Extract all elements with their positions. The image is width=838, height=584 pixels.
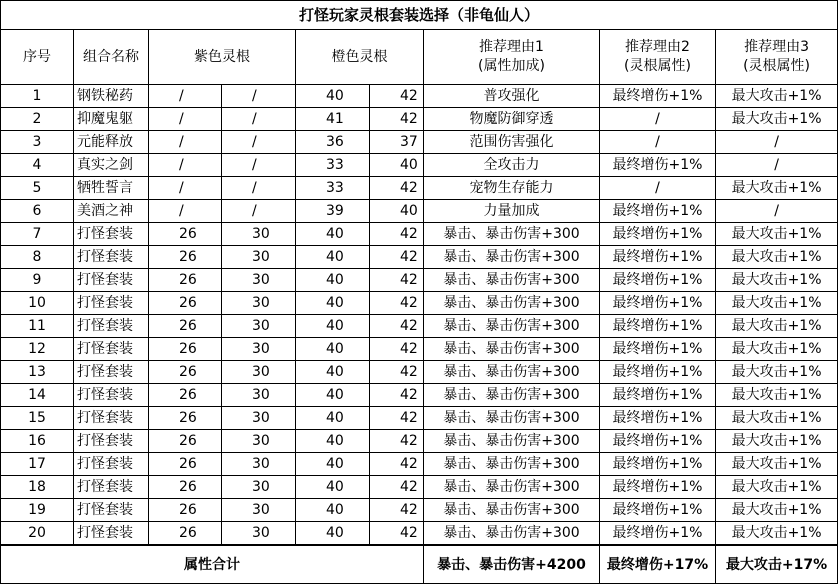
cell-purple-1[interactable]: 26 (149, 338, 222, 361)
cell-orange-1[interactable]: 40 (296, 315, 370, 338)
cell-reason3[interactable]: 最大攻击+1% (716, 315, 838, 338)
cell-name[interactable]: 打怪套装 (74, 292, 149, 315)
cell-index[interactable]: 4 (1, 154, 74, 177)
cell-reason1[interactable]: 暴击、暴击伤害+300 (424, 223, 600, 246)
cell-index[interactable]: 16 (1, 430, 74, 453)
cell-reason2[interactable]: 最终增伤+1% (600, 384, 716, 407)
cell-purple-1[interactable]: 26 (149, 292, 222, 315)
cell-purple-1[interactable]: 26 (149, 476, 222, 499)
table-row (1, 223, 838, 246)
header-reason1-line2: (属性加成) (478, 58, 545, 74)
cell-name[interactable]: 美酒之神 (74, 200, 149, 223)
cell-reason1[interactable]: 暴击、暴击伤害+300 (424, 384, 600, 407)
cell-purple-1[interactable]: 26 (149, 430, 222, 453)
cell-reason2[interactable]: / (600, 177, 716, 200)
cell-reason1[interactable]: 暴击、暴击伤害+300 (424, 315, 600, 338)
cell-orange-2[interactable]: 42 (370, 108, 424, 131)
cell-reason1[interactable]: 暴击、暴击伤害+300 (424, 292, 600, 315)
table-row (1, 200, 838, 223)
cell-orange-2[interactable]: 42 (370, 246, 424, 269)
cell-purple-2[interactable]: 30 (222, 407, 296, 430)
cell-reason3[interactable]: 最大攻击+1% (716, 361, 838, 384)
cell-index[interactable]: 13 (1, 361, 74, 384)
cell-reason3[interactable]: / (716, 200, 838, 223)
cell-orange-2[interactable]: 40 (370, 200, 424, 223)
cell-name[interactable]: 打怪套装 (74, 338, 149, 361)
cell-purple-2[interactable]: / (222, 200, 296, 223)
cell-purple-2[interactable]: 30 (222, 453, 296, 476)
cell-reason1[interactable]: 暴击、暴击伤害+300 (424, 522, 600, 546)
table-row (1, 338, 838, 361)
cell-purple-1[interactable]: 26 (149, 384, 222, 407)
cell-purple-1[interactable]: 26 (149, 315, 222, 338)
cell-reason3[interactable]: 最大攻击+1% (716, 453, 838, 476)
cell-reason2[interactable]: 最终增伤+1% (600, 407, 716, 430)
cell-purple-1[interactable]: / (149, 85, 222, 108)
header-index[interactable]: 序号 (1, 30, 74, 85)
cell-orange-1[interactable]: 40 (296, 292, 370, 315)
cell-orange-1[interactable]: 40 (296, 522, 370, 546)
cell-purple-1[interactable]: 26 (149, 269, 222, 292)
cell-orange-2[interactable]: 42 (370, 476, 424, 499)
cell-purple-2[interactable]: 30 (222, 246, 296, 269)
cell-orange-2[interactable]: 42 (370, 269, 424, 292)
cell-reason2[interactable]: 最终增伤+1% (600, 430, 716, 453)
cell-orange-1[interactable]: 40 (296, 453, 370, 476)
cell-reason3[interactable]: 最大攻击+1% (716, 476, 838, 499)
cell-reason2[interactable]: 最终增伤+1% (600, 223, 716, 246)
cell-reason2[interactable]: 最终增伤+1% (600, 200, 716, 223)
cell-purple-2[interactable]: / (222, 131, 296, 154)
cell-index[interactable]: 18 (1, 476, 74, 499)
cell-reason3[interactable]: 最大攻击+1% (716, 338, 838, 361)
table-row (1, 246, 838, 269)
cell-index[interactable]: 12 (1, 338, 74, 361)
cell-orange-2[interactable]: 42 (370, 522, 424, 546)
cell-name[interactable]: 元能释放 (74, 131, 149, 154)
cell-orange-1[interactable]: 40 (296, 384, 370, 407)
table-row (1, 522, 838, 546)
cell-index[interactable]: 19 (1, 499, 74, 522)
cell-index[interactable]: 14 (1, 384, 74, 407)
cell-reason3[interactable]: 最大攻击+1% (716, 85, 838, 108)
cell-index[interactable]: 15 (1, 407, 74, 430)
table-row (1, 361, 838, 384)
total-reason3[interactable]: 最大攻击+17% (716, 545, 838, 584)
cell-reason2[interactable]: 最终增伤+1% (600, 522, 716, 546)
cell-index[interactable]: 7 (1, 223, 74, 246)
header-reason3-line2: (灵根属性) (743, 58, 811, 74)
cell-name[interactable]: 打怪套装 (74, 476, 149, 499)
cell-orange-2[interactable]: 40 (370, 154, 424, 177)
cell-purple-1[interactable]: 26 (149, 407, 222, 430)
cell-purple-1[interactable]: / (149, 108, 222, 131)
cell-orange-1[interactable]: 33 (296, 177, 370, 200)
cell-purple-2[interactable]: 30 (222, 269, 296, 292)
cell-reason3[interactable]: / (716, 131, 838, 154)
cell-name[interactable]: 打怪套装 (74, 384, 149, 407)
total-reason2[interactable]: 最终增伤+17% (600, 545, 716, 584)
cell-orange-2[interactable]: 42 (370, 223, 424, 246)
cell-purple-1[interactable]: 26 (149, 499, 222, 522)
table-row (1, 430, 838, 453)
cell-reason1[interactable]: 普攻强化 (424, 85, 600, 108)
cell-reason1[interactable]: 全攻击力 (424, 154, 600, 177)
cell-purple-1[interactable]: 26 (149, 246, 222, 269)
cell-reason1[interactable]: 暴击、暴击伤害+300 (424, 453, 600, 476)
cell-name[interactable]: 真实之剑 (74, 154, 149, 177)
table-row (1, 85, 838, 108)
cell-purple-2[interactable]: 30 (222, 476, 296, 499)
cell-reason2[interactable]: 最终增伤+1% (600, 453, 716, 476)
cell-purple-1[interactable]: 26 (149, 223, 222, 246)
cell-purple-2[interactable]: 30 (222, 499, 296, 522)
table-row (1, 131, 838, 154)
cell-orange-1[interactable]: 36 (296, 131, 370, 154)
cell-orange-2[interactable]: 42 (370, 361, 424, 384)
cell-reason1[interactable]: 暴击、暴击伤害+300 (424, 269, 600, 292)
cell-purple-2[interactable]: 30 (222, 338, 296, 361)
cell-reason1[interactable]: 宠物生存能力 (424, 177, 600, 200)
cell-reason3[interactable]: 最大攻击+1% (716, 499, 838, 522)
cell-name[interactable]: 钢铁秘药 (74, 85, 149, 108)
cell-orange-2[interactable]: 42 (370, 338, 424, 361)
cell-orange-1[interactable]: 40 (296, 338, 370, 361)
cell-reason1[interactable]: 暴击、暴击伤害+300 (424, 246, 600, 269)
cell-reason3[interactable]: 最大攻击+1% (716, 407, 838, 430)
total-row (1, 545, 838, 584)
table-row (1, 476, 838, 499)
cell-reason2[interactable]: 最终增伤+1% (600, 154, 716, 177)
cell-name[interactable]: 牺牲誓言 (74, 177, 149, 200)
header-name[interactable]: 组合名称 (74, 30, 149, 85)
header-orange[interactable]: 橙色灵根 (296, 30, 424, 85)
cell-reason3[interactable]: 最大攻击+1% (716, 384, 838, 407)
cell-orange-2[interactable]: 42 (370, 315, 424, 338)
cell-purple-1[interactable]: / (149, 154, 222, 177)
cell-reason3[interactable]: 最大攻击+1% (716, 108, 838, 131)
cell-orange-1[interactable]: 40 (296, 269, 370, 292)
cell-name[interactable]: 打怪套装 (74, 246, 149, 269)
cell-reason3[interactable]: 最大攻击+1% (716, 177, 838, 200)
table-row (1, 177, 838, 200)
cell-reason1[interactable]: 暴击、暴击伤害+300 (424, 407, 600, 430)
cell-purple-1[interactable]: / (149, 177, 222, 200)
table-row (1, 269, 838, 292)
cell-purple-2[interactable]: 30 (222, 522, 296, 546)
header-reason2-line2: (灵根属性) (624, 58, 691, 74)
cell-orange-2[interactable]: 42 (370, 177, 424, 200)
cell-orange-2[interactable]: 42 (370, 407, 424, 430)
cell-reason1[interactable]: 暴击、暴击伤害+300 (424, 476, 600, 499)
cell-orange-2[interactable]: 42 (370, 499, 424, 522)
cell-reason3[interactable]: 最大攻击+1% (716, 223, 838, 246)
cell-purple-2[interactable]: / (222, 177, 296, 200)
cell-index[interactable]: 3 (1, 131, 74, 154)
table-row (1, 407, 838, 430)
cell-purple-2[interactable]: 30 (222, 315, 296, 338)
cell-reason2[interactable]: / (600, 131, 716, 154)
cell-index[interactable]: 11 (1, 315, 74, 338)
cell-reason2[interactable]: 最终增伤+1% (600, 338, 716, 361)
cell-reason3[interactable]: 最大攻击+1% (716, 246, 838, 269)
cell-orange-1[interactable]: 40 (296, 407, 370, 430)
cell-purple-2[interactable]: 30 (222, 292, 296, 315)
header-row (1, 30, 838, 85)
header-reason3[interactable] (716, 30, 838, 85)
cell-index[interactable]: 9 (1, 269, 74, 292)
table-row (1, 453, 838, 476)
cell-index[interactable]: 10 (1, 292, 74, 315)
total-reason1[interactable]: 暴击、暴击伤害+4200 (424, 545, 600, 584)
cell-purple-2[interactable]: 30 (222, 361, 296, 384)
cell-orange-1[interactable]: 40 (296, 430, 370, 453)
cell-reason2[interactable]: 最终增伤+1% (600, 476, 716, 499)
cell-orange-1[interactable]: 40 (296, 476, 370, 499)
cell-name[interactable]: 打怪套装 (74, 499, 149, 522)
cell-purple-1[interactable]: 26 (149, 361, 222, 384)
cell-reason2[interactable]: 最终增伤+1% (600, 292, 716, 315)
sheet-title[interactable]: 打怪玩家灵根套装选择（非龟仙人） (1, 1, 838, 30)
table-row (1, 315, 838, 338)
cell-orange-1[interactable]: 40 (296, 246, 370, 269)
table-row (1, 499, 838, 522)
cell-index[interactable]: 17 (1, 453, 74, 476)
cell-reason3[interactable]: 最大攻击+1% (716, 269, 838, 292)
table-row (1, 108, 838, 131)
table-row (1, 154, 838, 177)
cell-index[interactable]: 2 (1, 108, 74, 131)
header-reason2-line1: 推荐理由2 (625, 39, 690, 55)
cell-orange-1[interactable]: 40 (296, 499, 370, 522)
total-label[interactable]: 属性合计 (1, 545, 424, 584)
cell-name[interactable]: 打怪套装 (74, 522, 149, 546)
cell-reason1[interactable]: 暴击、暴击伤害+300 (424, 499, 600, 522)
cell-orange-2[interactable]: 37 (370, 131, 424, 154)
cell-reason2[interactable]: 最终增伤+1% (600, 361, 716, 384)
cell-orange-2[interactable]: 42 (370, 430, 424, 453)
table-row (1, 384, 838, 407)
cell-name[interactable]: 抑魔鬼躯 (74, 108, 149, 131)
cell-orange-1[interactable]: 40 (296, 223, 370, 246)
cell-reason2[interactable]: 最终增伤+1% (600, 246, 716, 269)
cell-reason1[interactable]: 物魔防御穿透 (424, 108, 600, 131)
header-reason3-line1: 推荐理由3 (744, 39, 810, 55)
header-reason2[interactable] (600, 30, 716, 85)
cell-orange-1[interactable]: 33 (296, 154, 370, 177)
cell-index[interactable]: 8 (1, 246, 74, 269)
cell-orange-2[interactable]: 42 (370, 384, 424, 407)
cell-name[interactable]: 打怪套装 (74, 453, 149, 476)
cell-index[interactable]: 20 (1, 522, 74, 546)
cell-reason1[interactable]: 暴击、暴击伤害+300 (424, 361, 600, 384)
cell-name[interactable]: 打怪套装 (74, 430, 149, 453)
cell-reason2[interactable]: / (600, 108, 716, 131)
cell-orange-1[interactable]: 39 (296, 200, 370, 223)
cell-orange-1[interactable]: 40 (296, 361, 370, 384)
cell-name[interactable]: 打怪套装 (74, 315, 149, 338)
cell-reason3[interactable]: 最大攻击+1% (716, 292, 838, 315)
cell-reason2[interactable]: 最终增伤+1% (600, 315, 716, 338)
cell-index[interactable]: 6 (1, 200, 74, 223)
cell-reason3[interactable]: / (716, 154, 838, 177)
cell-reason3[interactable]: 最大攻击+1% (716, 522, 838, 546)
cell-index[interactable]: 5 (1, 177, 74, 200)
header-purple[interactable]: 紫色灵根 (149, 30, 296, 85)
cell-index[interactable]: 1 (1, 85, 74, 108)
cell-reason1[interactable]: 暴击、暴击伤害+300 (424, 338, 600, 361)
cell-purple-2[interactable]: 30 (222, 223, 296, 246)
cell-name[interactable]: 打怪套装 (74, 407, 149, 430)
cell-reason3[interactable]: 最大攻击+1% (716, 430, 838, 453)
cell-purple-2[interactable]: / (222, 154, 296, 177)
cell-name[interactable]: 打怪套装 (74, 361, 149, 384)
header-reason1[interactable] (424, 30, 600, 85)
table-row (1, 292, 838, 315)
cell-reason2[interactable]: 最终增伤+1% (600, 499, 716, 522)
cell-purple-1[interactable]: 26 (149, 453, 222, 476)
cell-reason1[interactable]: 暴击、暴击伤害+300 (424, 430, 600, 453)
cell-reason2[interactable]: 最终增伤+1% (600, 85, 716, 108)
cell-orange-2[interactable]: 42 (370, 292, 424, 315)
cell-orange-1[interactable]: 41 (296, 108, 370, 131)
cell-purple-1[interactable]: / (149, 200, 222, 223)
cell-purple-2[interactable]: / (222, 108, 296, 131)
cell-purple-2[interactable]: 30 (222, 384, 296, 407)
cell-reason2[interactable]: 最终增伤+1% (600, 269, 716, 292)
cell-reason1[interactable]: 力量加成 (424, 200, 600, 223)
cell-reason1[interactable]: 范围伤害强化 (424, 131, 600, 154)
title-row (1, 1, 838, 30)
cell-purple-2[interactable]: 30 (222, 430, 296, 453)
cell-orange-2[interactable]: 42 (370, 453, 424, 476)
cell-name[interactable]: 打怪套装 (74, 269, 149, 292)
header-reason1-line1: 推荐理由1 (479, 39, 544, 55)
cell-name[interactable]: 打怪套装 (74, 223, 149, 246)
cell-purple-1[interactable]: / (149, 131, 222, 154)
cell-purple-1[interactable]: 26 (149, 522, 222, 546)
cell-orange-2[interactable]: 42 (370, 85, 424, 108)
cell-purple-2[interactable]: / (222, 85, 296, 108)
cell-orange-1[interactable]: 40 (296, 85, 370, 108)
